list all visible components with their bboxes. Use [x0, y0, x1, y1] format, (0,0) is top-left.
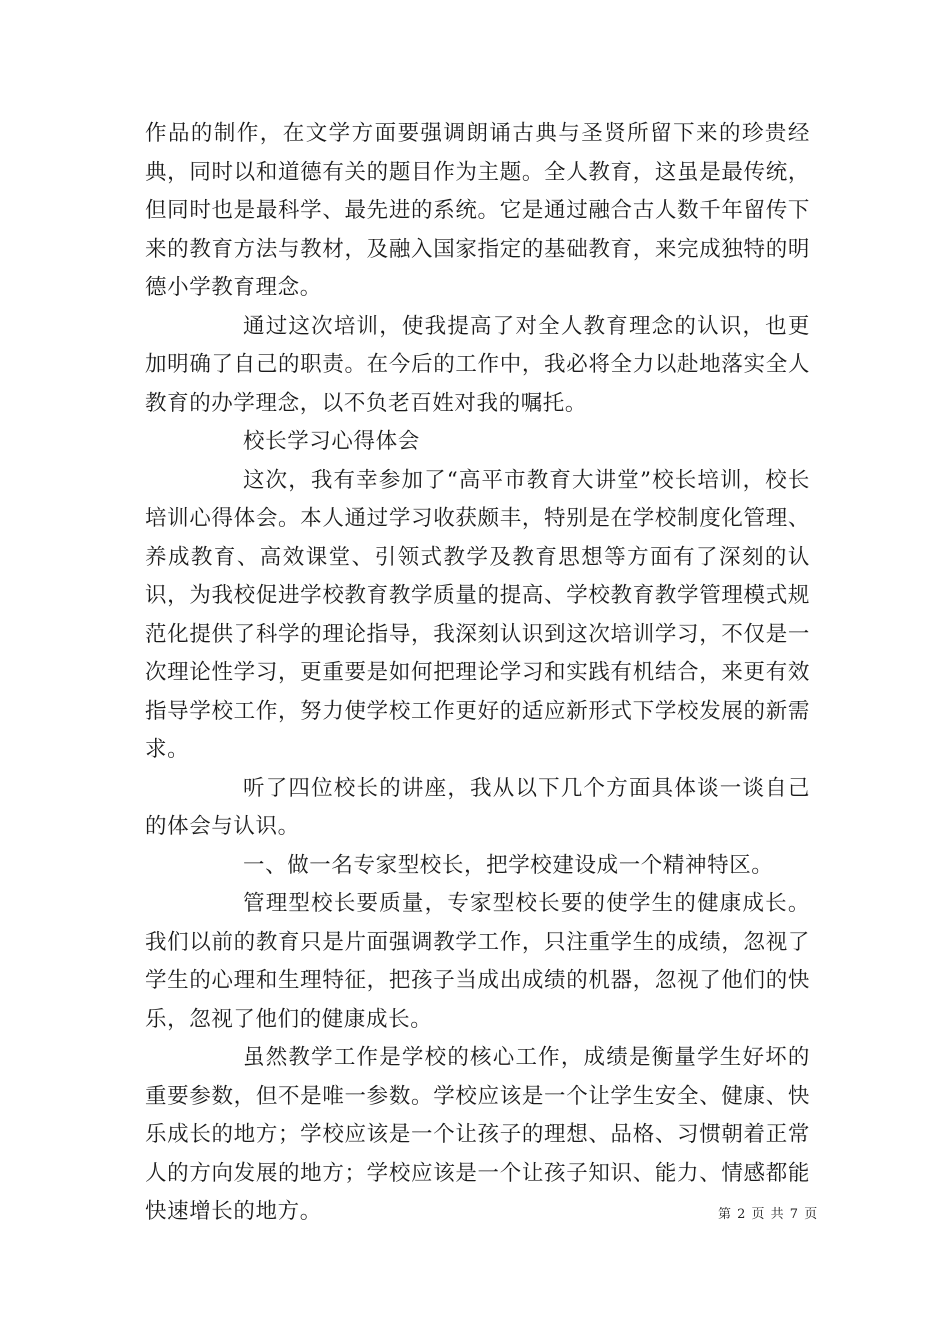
page-number: 第 2 页 共 7 页	[718, 1207, 819, 1222]
paragraph-3: 这次，我有幸参加了“高平市教育大讲堂”校长培训，校长培训心得体会。本人通过学习收获颇丰，特别是在学校制度化管理、养成教育、高效课堂、引领式教学及教育思想等方面有了深刻的认识，为我校促进学校教育教学质量的提高、学校教育教学管理模式规范化提供了科学的理论指导，我深刻认识到这次培训学习，不仅是一次理论性学习，更重要是如何把理论学习和实践有机结合，来更有效指导学校工作，努力使学校工作更好的适应新形式下学校发展的新需求。	[145, 467, 810, 762]
paragraph-6: 虽然教学工作是学校的核心工作，成绩是衡量学生好坏的重要参数，但不是唯一参数。学校应该是一个让学生安全、健康、快乐成长的地方；学校应该是一个让孩子的理想、品格、习惯朝着正常人的方向发展的地方；学校应该是一个让孩子知识、能力、情感都能快速增长的地方。	[145, 1045, 810, 1224]
paragraph-2: 通过这次培训，使我提高了对全人教育理念的认识，也更加明确了自己的职责。在今后的工作中，我必将全力以赴地落实全人教育的办学理念，以不负老百姓对我的嘱托。	[145, 313, 810, 416]
document-body	[145, 115, 810, 1232]
paragraph-1: 作品的制作，在文学方面要强调朗诵古典与圣贤所留下来的珍贵经典，同时以和道德有关的题目作为主题。全人教育，这虽是最传统，但同时也是最科学、最先进的系统。它是通过融合古人数千年留传下来的教育方法与教材，及融入国家指定的基础教育，来完成独特的明德小学教育理念。	[145, 121, 810, 300]
section-heading: 校长学习心得体会	[243, 429, 420, 454]
paragraph-5: 管理型校长要质量，专家型校长要的使学生的健康成长。我们以前的教育只是片面强调教学工作，只注重学生的成绩，忽视了学生的心理和生理特征，把孩子当成出成绩的机器，忽视了他们的快乐，忽视了他们的健康成长。	[145, 891, 810, 1032]
subheading-1: 一、做一名专家型校长，把学校建设成一个精神特区。	[243, 852, 774, 878]
paragraph-4: 听了四位校长的讲座，我从以下几个方面具体谈一谈自己的体会与认识。	[145, 775, 810, 839]
